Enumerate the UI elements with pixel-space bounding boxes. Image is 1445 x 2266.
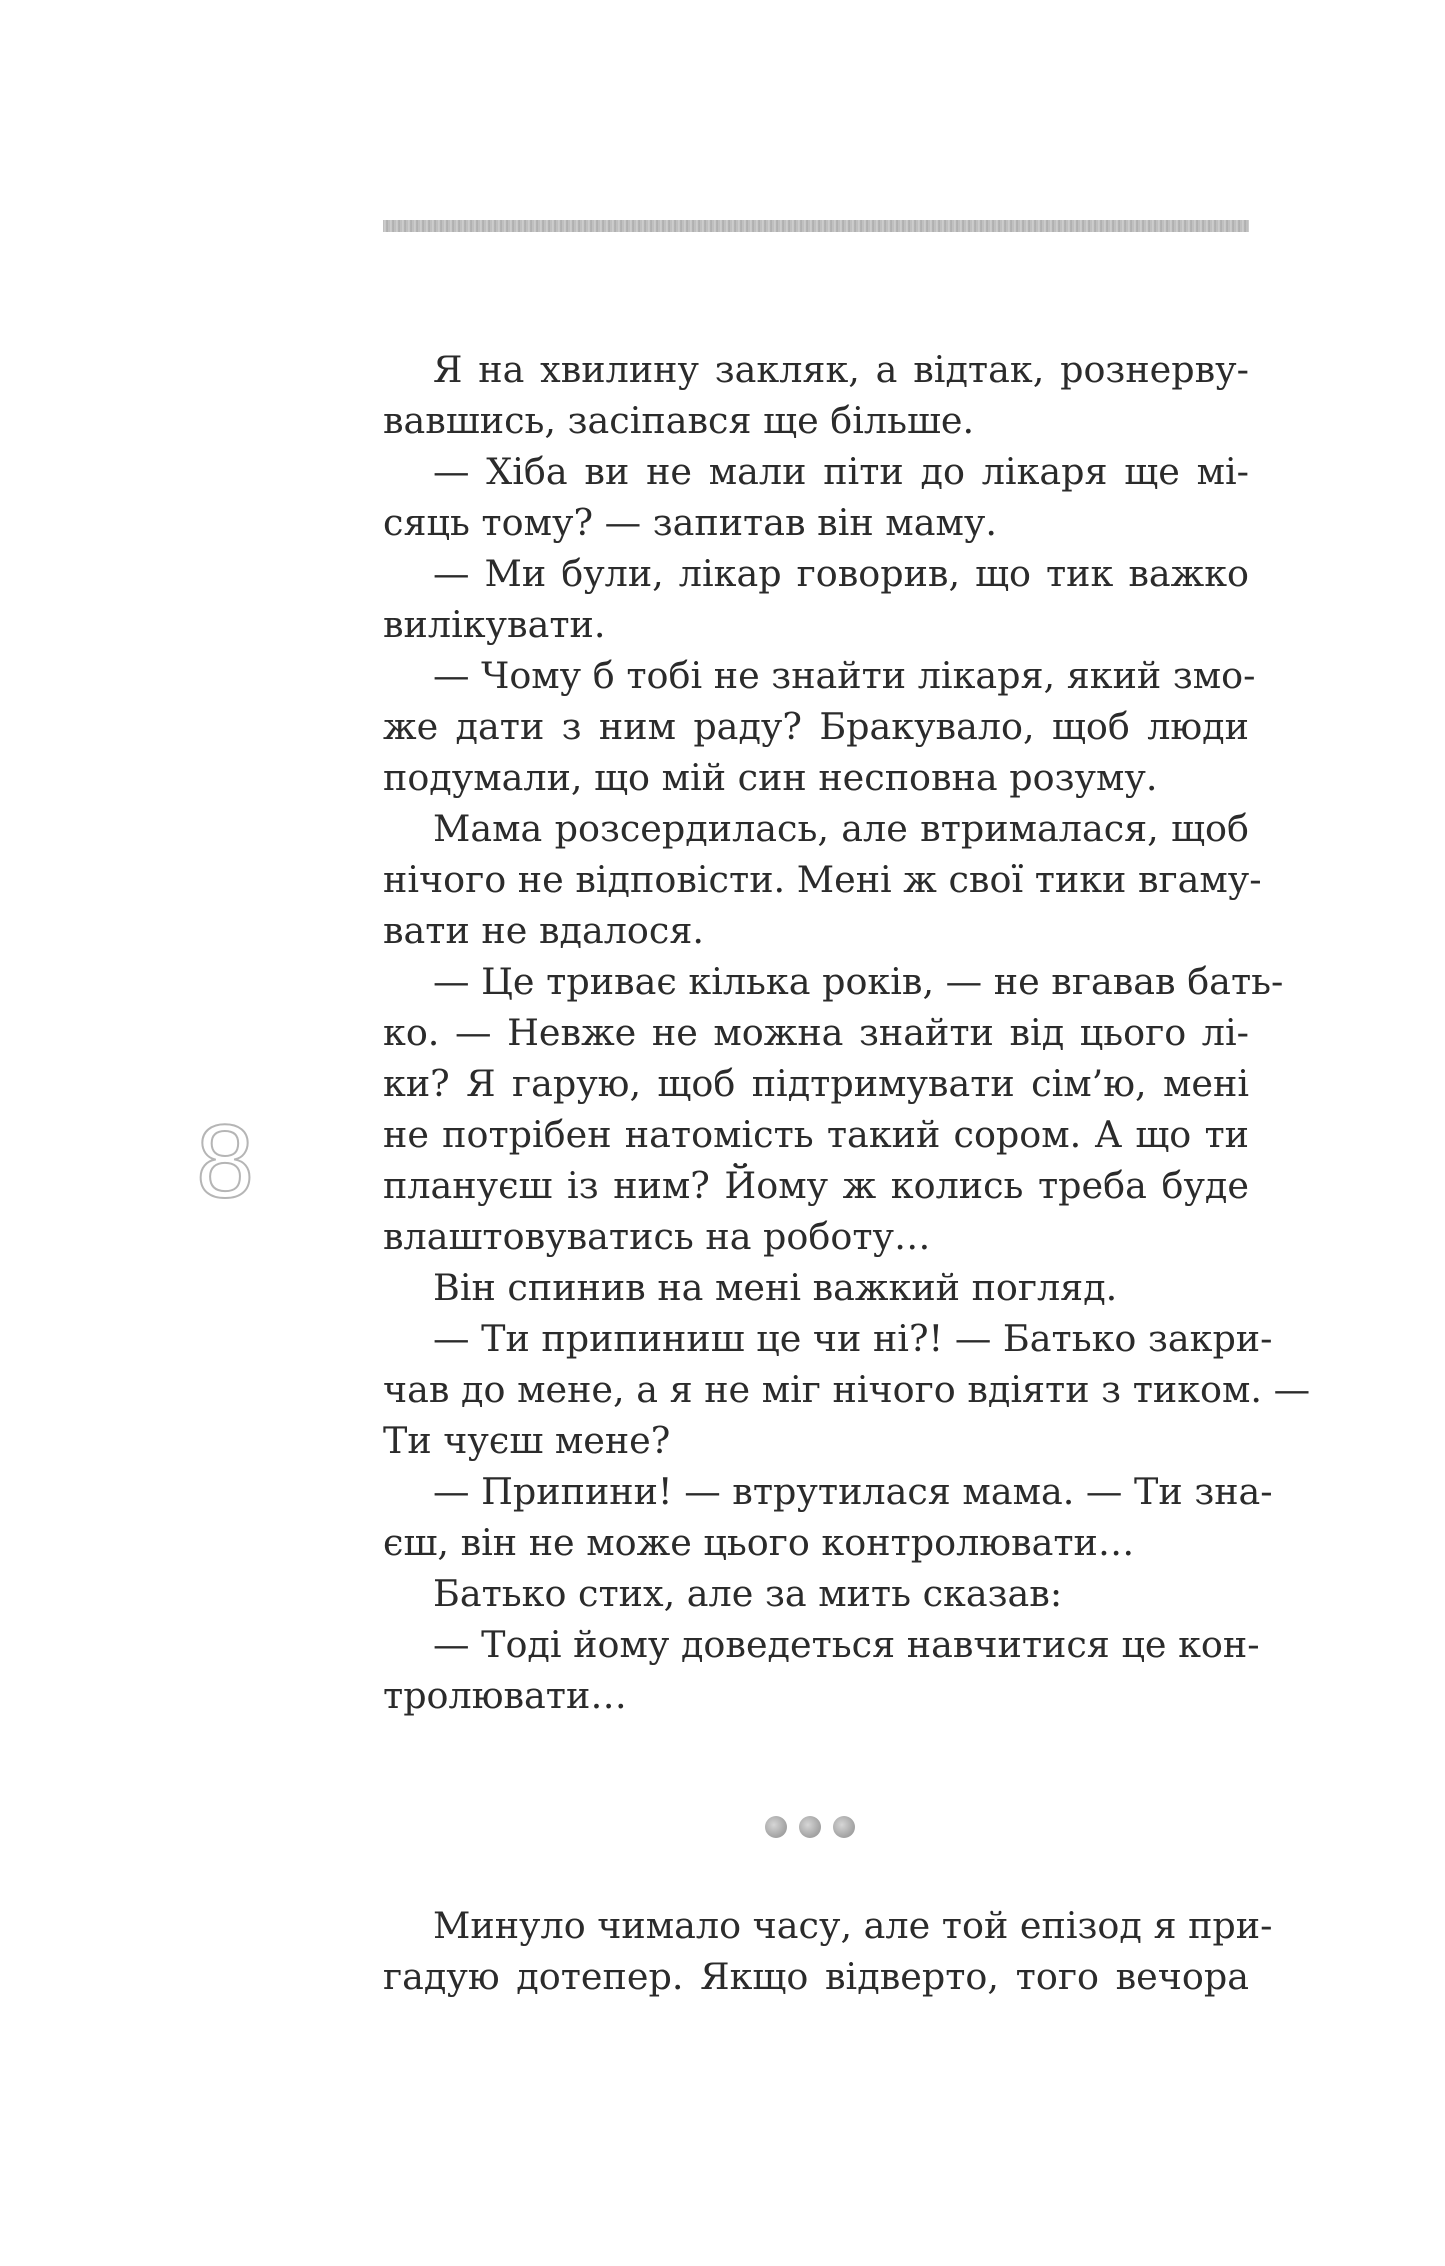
page-number: 8 [196,1104,254,1220]
text-line: Минуло чимало часу, але той епізод я при- [433,1904,1273,1947]
continuation-text-block [383,1900,1273,2002]
text-line: — Це триває кілька років, — не вгавав бать- [433,960,1284,1003]
text-line: нічого не відповісти. Мені ж свої тики вгаму- [383,858,1262,901]
text-line: же дати з ним раду? Бракувало, щоб люди [383,705,1249,748]
text-line: сяць тому? — запитав він маму. [383,501,997,544]
text-line: влаштовуватись на роботу… [383,1215,931,1258]
text-line: гадую дотепер. Якщо відверто, того вечора [383,1955,1249,1998]
text-line: ко. — Невже не можна знайти від цього лі- [383,1011,1249,1054]
text-line: плануєш із ним? Йому ж колись треба буде [383,1164,1249,1207]
text-line: ки? Я гарую, щоб підтримувати сім’ю, мені [383,1062,1249,1105]
text-line: — Ми були, лікар говорив, що тик важко [433,552,1249,595]
text-line: чав до мене, а я не міг нічого вдіяти з тиком. — [383,1368,1311,1411]
separator-dot-icon [833,1816,855,1838]
text-line: Ти чуєш мене? [383,1419,671,1462]
separator-dot-icon [765,1816,787,1838]
text-line: подумали, що мій син несповна розуму. [383,756,1158,799]
header-rule [383,220,1249,232]
text-line: не потрібен натомість такий сором. А що ти [383,1113,1249,1156]
text-line: Він спинив на мені важкий погляд. [433,1266,1118,1309]
text-line: тролювати… [383,1674,627,1717]
text-line: — Тоді йому доведеться навчитися це кон- [433,1623,1260,1666]
main-text-block [383,344,1311,1721]
section-separator [765,1816,855,1840]
text-line: — Припини! — втрутилася мама. — Ти зна- [433,1470,1273,1513]
text-line: єш, він не може цього контролювати… [383,1521,1135,1564]
text-line: Я на хвилину закляк, а відтак, рознерву- [433,348,1249,391]
text-line: Батько стих, але за мить сказав: [433,1572,1063,1615]
text-line: — Ти припиниш це чи ні?! — Батько закри- [433,1317,1273,1360]
text-line: вавшись, засіпався ще більше. [383,399,975,442]
text-line: — Чому б тобі не знайти лікаря, який змо- [433,654,1256,697]
text-line: вати не вдалося. [383,909,704,952]
text-line: вилікувати. [383,603,606,646]
separator-dot-icon [799,1816,821,1838]
text-line: Мама розсердилась, але втрималася, щоб [433,807,1249,850]
text-line: — Хіба ви не мали піти до лікаря ще мі- [433,450,1249,493]
